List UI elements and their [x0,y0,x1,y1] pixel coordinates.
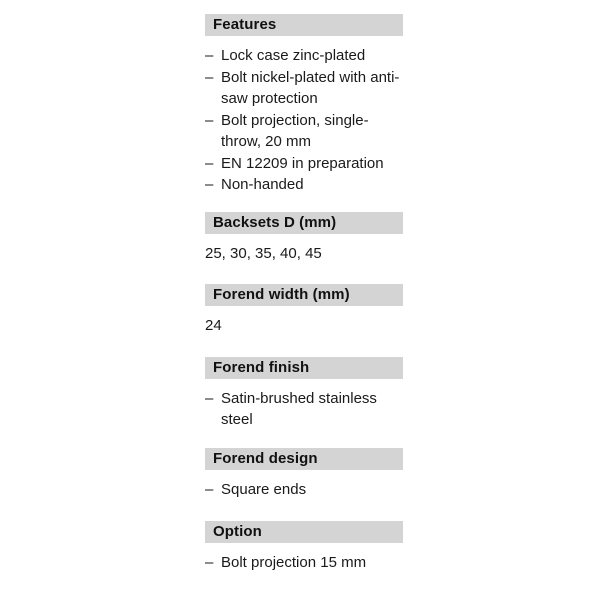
bullet-dash: – [205,389,214,407]
forend-design-section [205,448,403,501]
forend-finish-list [205,388,403,431]
list-item [205,45,403,67]
forend-width-section [205,284,403,337]
option-section [205,521,403,574]
list-item [205,174,403,196]
bullet-dash: – [205,154,214,172]
list-item [205,552,403,574]
list-item-text: EN 12209 in preparation [221,154,384,172]
list-item-text: Square ends [221,480,307,498]
option-body [205,543,403,574]
backsets-header: Backsets D (mm) [205,212,403,234]
list-item [205,153,403,175]
forend-width-header: Forend width (mm) [205,284,403,306]
list-item [205,388,403,431]
option-header: Option [205,521,403,543]
list-item [205,67,403,110]
forend-finish-body [205,379,403,431]
features-section [205,14,403,196]
list-item-text: Satin-brushed stainless steel [221,389,377,428]
forend-finish-header: Forend finish [205,357,403,379]
bullet-dash: – [205,68,214,86]
forend-width-value: 24 [205,317,222,334]
list-item-text: Non-handed [221,176,304,193]
bullet-dash: – [205,554,214,571]
backsets-section [205,212,403,265]
bullet-dash: – [205,176,214,193]
forend-design-header: Forend design [205,448,403,470]
bullet-dash: – [205,47,214,64]
backsets-value: 25, 30, 35, 40, 45 [205,244,322,262]
list-item-text: Bolt nickel-plated with anti-saw protection [221,68,400,107]
option-list [205,552,403,574]
bullet-dash: – [205,480,214,498]
list-item-text: Bolt projection 15 mm [221,554,367,571]
list-item-text: Bolt projection, single-throw, 20 mm [221,111,369,150]
list-item [205,479,403,501]
list-item [205,110,403,153]
bullet-dash: – [205,111,214,129]
forend-design-body [205,470,403,501]
forend-finish-section [205,357,403,431]
spec-sheet [205,14,403,574]
features-header: Features [205,14,403,36]
features-list [205,45,403,196]
list-item-text: Lock case zinc-plated [221,47,366,64]
forend-design-list [205,479,403,501]
features-body [205,36,403,196]
